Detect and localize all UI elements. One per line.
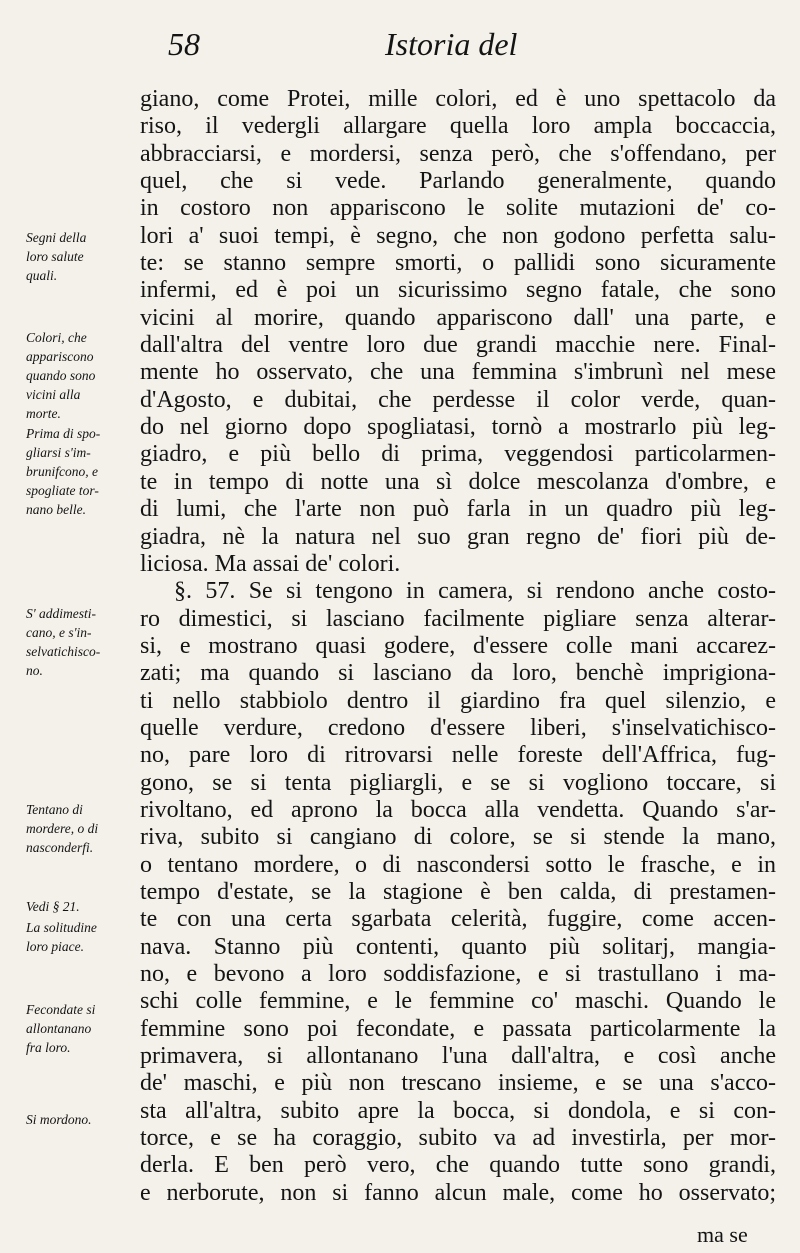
text-line: quelle verdure, credono d'essere liberi, s'inselvatichisco- xyxy=(140,714,776,741)
text-line: o tentano mordere, o di nascondersi sotto le frasche, e in xyxy=(140,851,776,878)
text-line: primavera, si allontanano l'una dall'altra, e così anche xyxy=(140,1043,776,1070)
catchword: ma se xyxy=(697,1222,748,1247)
text-line: gono, se si tenta pigliargli, e se si vogliono toccare, si xyxy=(140,769,776,796)
text-line: sta all'altra, subito apre la bocca, si dondola, e si con- xyxy=(140,1097,776,1124)
running-title: Istoria del xyxy=(385,26,518,62)
text-line: vicini al morire, quando appariscono dall' una parte, e xyxy=(140,304,776,331)
text-line: femmine sono poi fecondate, e passata particolarmente la xyxy=(140,1015,776,1042)
marginal-notes xyxy=(26,0,138,1253)
text-line: d'Agosto, e dubitai, che perdesse il color verde, quan- xyxy=(140,386,776,413)
text-line: infermi, ed è poi un sicurissimo segno fatale, che sono xyxy=(140,277,776,304)
text-line: riva, subito si cangiano di colore, se si stende la mano, xyxy=(140,824,776,851)
text-line: e nerborute, non si fanno alcun male, come ho osservato; xyxy=(140,1179,776,1206)
marginal-note: Prima di spo- gliarsi s'im- brunifcono, e spogliate tor- nano belle. xyxy=(26,426,101,517)
text-line: nava. Stanno più contenti, quanto più solitarj, mangia- xyxy=(140,933,776,960)
marginal-note: Si mordono. xyxy=(26,1112,92,1127)
text-line: rivoltano, ed aprono la bocca alla vendetta. Quando s'ar- xyxy=(140,796,776,823)
text-line: giadro, e più bello di prima, veggendosi particolarmen- xyxy=(140,441,776,468)
text-line: no, e bevono a loro soddisfazione, e si trastullano i ma- xyxy=(140,961,776,987)
text-line: zati; ma quando si lasciano da loro, benchè imprigiona- xyxy=(140,660,776,687)
section-start-line: §. 57. Se si tengono in camera, si rendono anche costo- xyxy=(174,578,776,605)
marginal-note: Vedi § 21. xyxy=(26,899,80,914)
text-line: abbracciarsi, e mordersi, senza però, che s'offendano, per xyxy=(140,140,776,167)
text-line: di lumi, che l'arte non può farla in un quadro più leg- xyxy=(140,496,776,523)
text-line: tempo d'estate, se la stagione è ben calda, di prestamen- xyxy=(140,878,776,905)
text-line: lori a' suoi tempi, è segno, che non godono perfetta salu- xyxy=(140,222,776,249)
text-line: liciosa. Ma assai de' colori. xyxy=(140,550,401,577)
marginal-note: S' addimesti- cano, e s'in- selvatichisco- no. xyxy=(26,606,101,678)
text-line: te: se stanno sempre smorti, o pallidi sono sicuramente xyxy=(140,250,776,277)
text-line: si, e mostrano quasi godere, d'essere colle mani accarez- xyxy=(140,632,776,659)
text-line: de' maschi, e più non trescano insieme, e se una s'acco- xyxy=(140,1070,776,1097)
text-line: te in tempo di notte una sì dolce mescolanza d'ombre, e xyxy=(140,468,776,495)
text-line: derla. E ben però vero, che quando tutte sono grandi, xyxy=(140,1152,776,1179)
marginal-note: Fecondate si allontanano fra loro. xyxy=(26,1002,96,1055)
text-line: schi colle femmine, e le femmine co' maschi. Quando le xyxy=(140,988,776,1015)
text-line: quel, che si vede. Parlando generalmente, quando xyxy=(140,168,776,195)
text-line: dall'altra del ventre loro due grandi macchie nere. Final- xyxy=(140,332,776,359)
text-line: do nel giorno dopo spogliatasi, tornò a mostrarlo più leg- xyxy=(140,414,776,441)
text-line: riso, il vedergli allargare quella loro ampla boccaccia, xyxy=(140,113,776,140)
text-line: torce, e se ha coraggio, subito va ad investirla, per mor- xyxy=(140,1125,776,1152)
marginal-note: La solitudine loro piace. xyxy=(26,920,97,954)
page-number: 58 xyxy=(168,26,200,62)
body-text xyxy=(140,86,776,1207)
text-line: ti nello stabbiolo dentro il giardino fra quel silenzio, e xyxy=(140,687,776,714)
text-line: in costoro non appariscono le solite mutazioni de' co- xyxy=(140,195,776,222)
marginal-note: Colori, che appariscono quando sono vicini alla morte. xyxy=(26,330,96,421)
text-line: giano, come Protei, mille colori, ed è uno spettacolo da xyxy=(140,86,776,112)
text-line: mente ho osservato, che una femmina s'imbrunì nel mese xyxy=(140,359,776,386)
marginal-note: Tentano di mordere, o di nasconderfi. xyxy=(26,802,99,855)
text-line: giadra, nè la natura nel suo gran regno de' fiori più de- xyxy=(140,523,776,550)
text-line: no, pare loro di ritrovarsi nelle foreste dell'Affrica, fug- xyxy=(140,742,776,769)
text-line: ro dimestici, si lasciano facilmente pigliare senza alterar- xyxy=(140,605,776,632)
marginal-note: Segni della loro salute quali. xyxy=(26,230,87,283)
text-line: te con una certa sgarbata celerità, fuggire, come accen- xyxy=(140,906,776,933)
